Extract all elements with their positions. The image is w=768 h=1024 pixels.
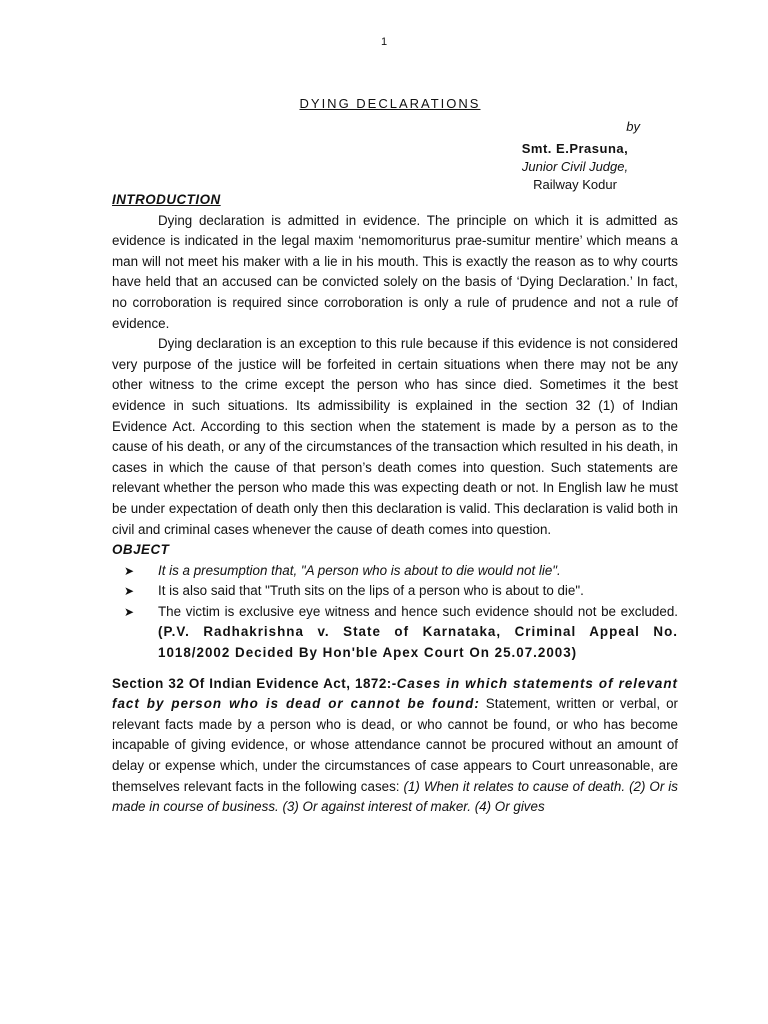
author-place: Railway Kodur (533, 177, 617, 192)
list-item: ➤ It is also said that "Truth sits on the lips of a person who is about to die". (112, 581, 678, 602)
introduction-heading: INTRODUCTION (112, 192, 221, 207)
author-role: Junior Civil Judge, (521, 159, 629, 174)
section-32-paragraph (112, 674, 678, 818)
list-item: ➤ The victim is exclusive eye witness and hence such evidence should not be excluded. (P.V. Radhakrishna v. State of Karnataka, Criminal Appeal No. 1018/2002 Decided By Hon'ble Apex Court On 25.07.2003) (124, 603, 678, 661)
byline (500, 118, 650, 194)
introduction-paragraph-1: Dying declaration is admitted in evidence. The principle on which it is admitted as evidence is indicated in the legal maxim ‘nemomoriturus prae-sumitur mentire’ which means a man will not meet his maker with a lie in his mouth. This is exactly the reason as to why courts have held that an accused can be convicted solely on the basis of ‘Dying Declaration.’ In fact, no corroboration is required since corroboration is only a rule of prudence and not a rule of evidence. (112, 212, 678, 331)
arrow-bullet-icon: ➤ (124, 584, 135, 599)
introduction-paragraph-2: Dying declaration is an exception to this rule because if this evidence is not considered very purpose of the justice will be forfeited in certain situations when there may not be any other witness to the crime except the person who has since died. Sometimes it the best evidence in such situations. Its admissibility is explained in the section 32 (1) of Indian Evidence Act. According to this section when the statement is made by a person as to the cause of his death, or any of the circumstances of the transaction which resulted in his death, in cases in which the cause of that person’s death comes into question. Such statements are relevant whether the person who made this was expecting death or not. In English law he must be under expectation of death only then this declaration is valid. This declaration is valid both in civil and criminal cases whenever the cause of death comes into question. (112, 336, 678, 537)
author-name: Smt. E.Prasuna, (521, 141, 629, 156)
arrow-bullet-icon: ➤ (124, 604, 135, 619)
section-32-subtitle: Cases in which statements of relevant fact by person who is dead or cannot be found: (112, 675, 678, 712)
arrow-bullet-icon: ➤ (124, 563, 135, 578)
object-heading: OBJECT (112, 542, 170, 558)
section-32-text: Statement, written or verbal, or relevant facts made by a person who is dead, or who cannot be found, or who has become incapable of giving evidence, or whose attendance cannot be procured without an amount of delay or expense which, under the circumstances of case appears to Court unreasonable, are themselves relevant facts in the following cases: (112, 696, 678, 794)
byline-by: by (626, 119, 640, 134)
section-32-heading: Section 32 Of Indian Evidence Act, 1872:- (112, 675, 397, 691)
section-32-cases: (1) When it relates to cause of death. (2) Or is made in course of business. (3) Or against interest of maker. (4) Or gives (112, 778, 678, 815)
list-item: ➤ It is a presumption that, "A person who is about to die would not lie". (112, 561, 678, 582)
object-list (112, 561, 678, 664)
case-citation: (P.V. Radhakrishna v. State of Karnataka, Criminal Appeal No. 1018/2002 Decided By Hon'ble Apex Court On 25.07.2003) (158, 624, 678, 661)
document-body (112, 190, 678, 818)
document-title: DYING DECLARATIONS (299, 96, 481, 111)
page-number: 1 (380, 36, 388, 48)
